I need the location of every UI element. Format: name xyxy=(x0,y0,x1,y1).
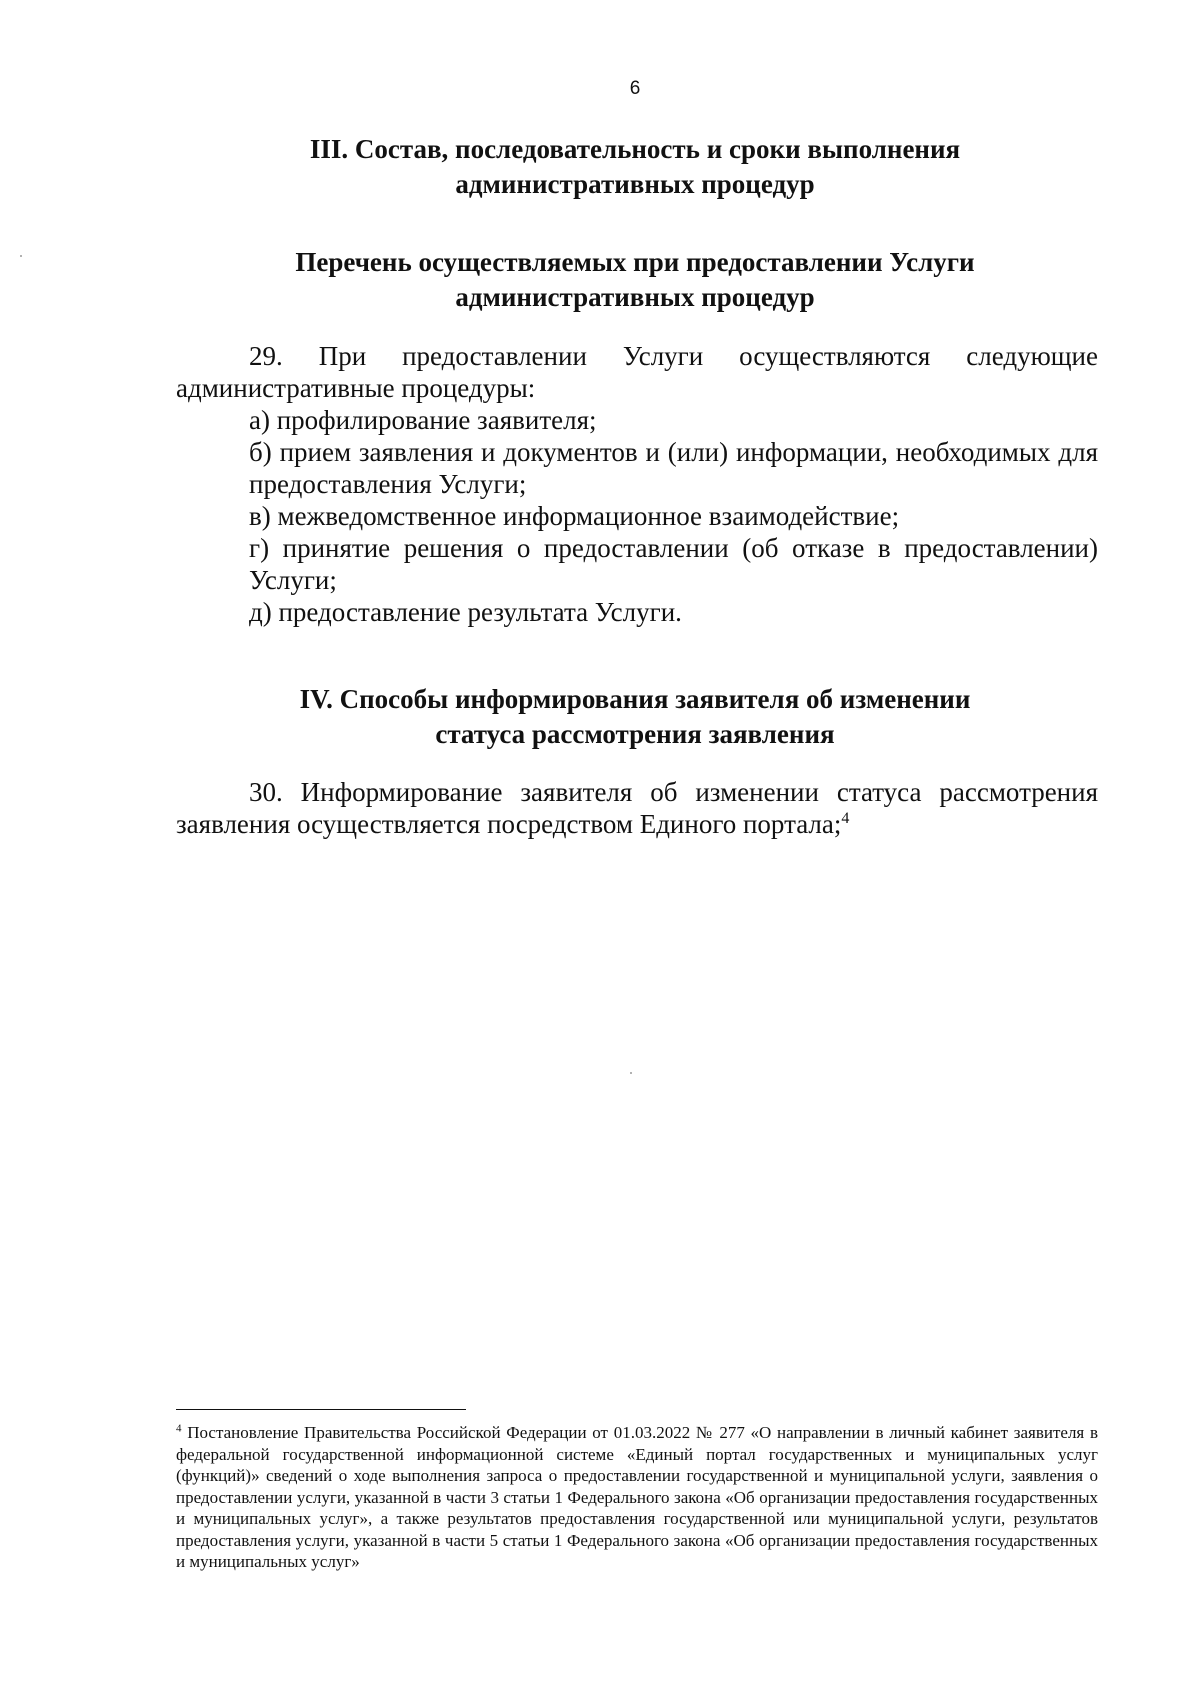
footnote-reference-4: 4 xyxy=(841,810,850,827)
section-4-heading-line-1: IV. Способы информирования заявителя об изменении xyxy=(299,684,971,714)
paragraph-29 xyxy=(176,340,1098,628)
page-number: 6 xyxy=(629,78,641,99)
footnote-text: Постановление Правительства Российской Федерации от 01.03.2022 № 277 «О направлении в личный кабинет заявителя в федеральной государственной информационной системе «Единый портал государственных и муниципальных услуг (функций)» сведений о ходе выполнения запроса о предоставлении государственной и муниципальной услуги, заявления о предоставлении услуги, указанной в части 3 статьи 1 Федерального закона «Об организации предоставления государственных и муниципальных услуг», а также результатов предоставления государственной или муниципальной услуги, результатов предоставления услуги, указанной в части 5 статьи 1 Федерального закона «Об организации предоставления государственных и муниципальных услуг» xyxy=(176,1423,1099,1571)
section-3-heading-line-1: III. Состав, последовательность и сроки выполнения xyxy=(309,134,961,164)
scan-speck xyxy=(630,1072,632,1074)
procedure-item-g: г) принятие решения о предоставлении (об отказе в предоставлении) Услуги; xyxy=(249,533,1098,595)
paragraph-29-lead: 29. При предоставлении Услуги осуществляются следующие административные процедуры: xyxy=(176,341,1098,403)
procedure-item-b: б) прием заявления и документов и (или) информации, необходимых для предоставления Услуги; xyxy=(249,437,1098,499)
section-3-heading-line-2: административных процедур xyxy=(455,169,815,199)
subsection-heading-line-1: Перечень осуществляемых при предоставлении Услуги xyxy=(295,247,975,277)
section-4-heading xyxy=(170,682,1100,752)
scan-speck xyxy=(20,255,22,257)
paragraph-30 xyxy=(176,776,1098,840)
section-4-heading-line-2: статуса рассмотрения заявления xyxy=(435,719,835,749)
procedure-item-v: в) межведомственное информационное взаимодействие; xyxy=(249,501,900,531)
subsection-heading xyxy=(170,245,1100,315)
footnote-mark: 4 xyxy=(176,1422,182,1435)
procedure-item-a: а) профилирование заявителя; xyxy=(249,405,597,435)
footnote-separator xyxy=(176,1409,466,1410)
footnote-4 xyxy=(176,1422,1098,1573)
paragraph-30-text: 30. Информирование заявителя об изменении статуса рассмотрения заявления осуществляется посредством Единого портала; xyxy=(176,777,1098,839)
section-3-heading xyxy=(170,132,1100,202)
procedure-item-d: д) предоставление результата Услуги. xyxy=(249,597,682,627)
subsection-heading-line-2: административных процедур xyxy=(455,282,815,312)
